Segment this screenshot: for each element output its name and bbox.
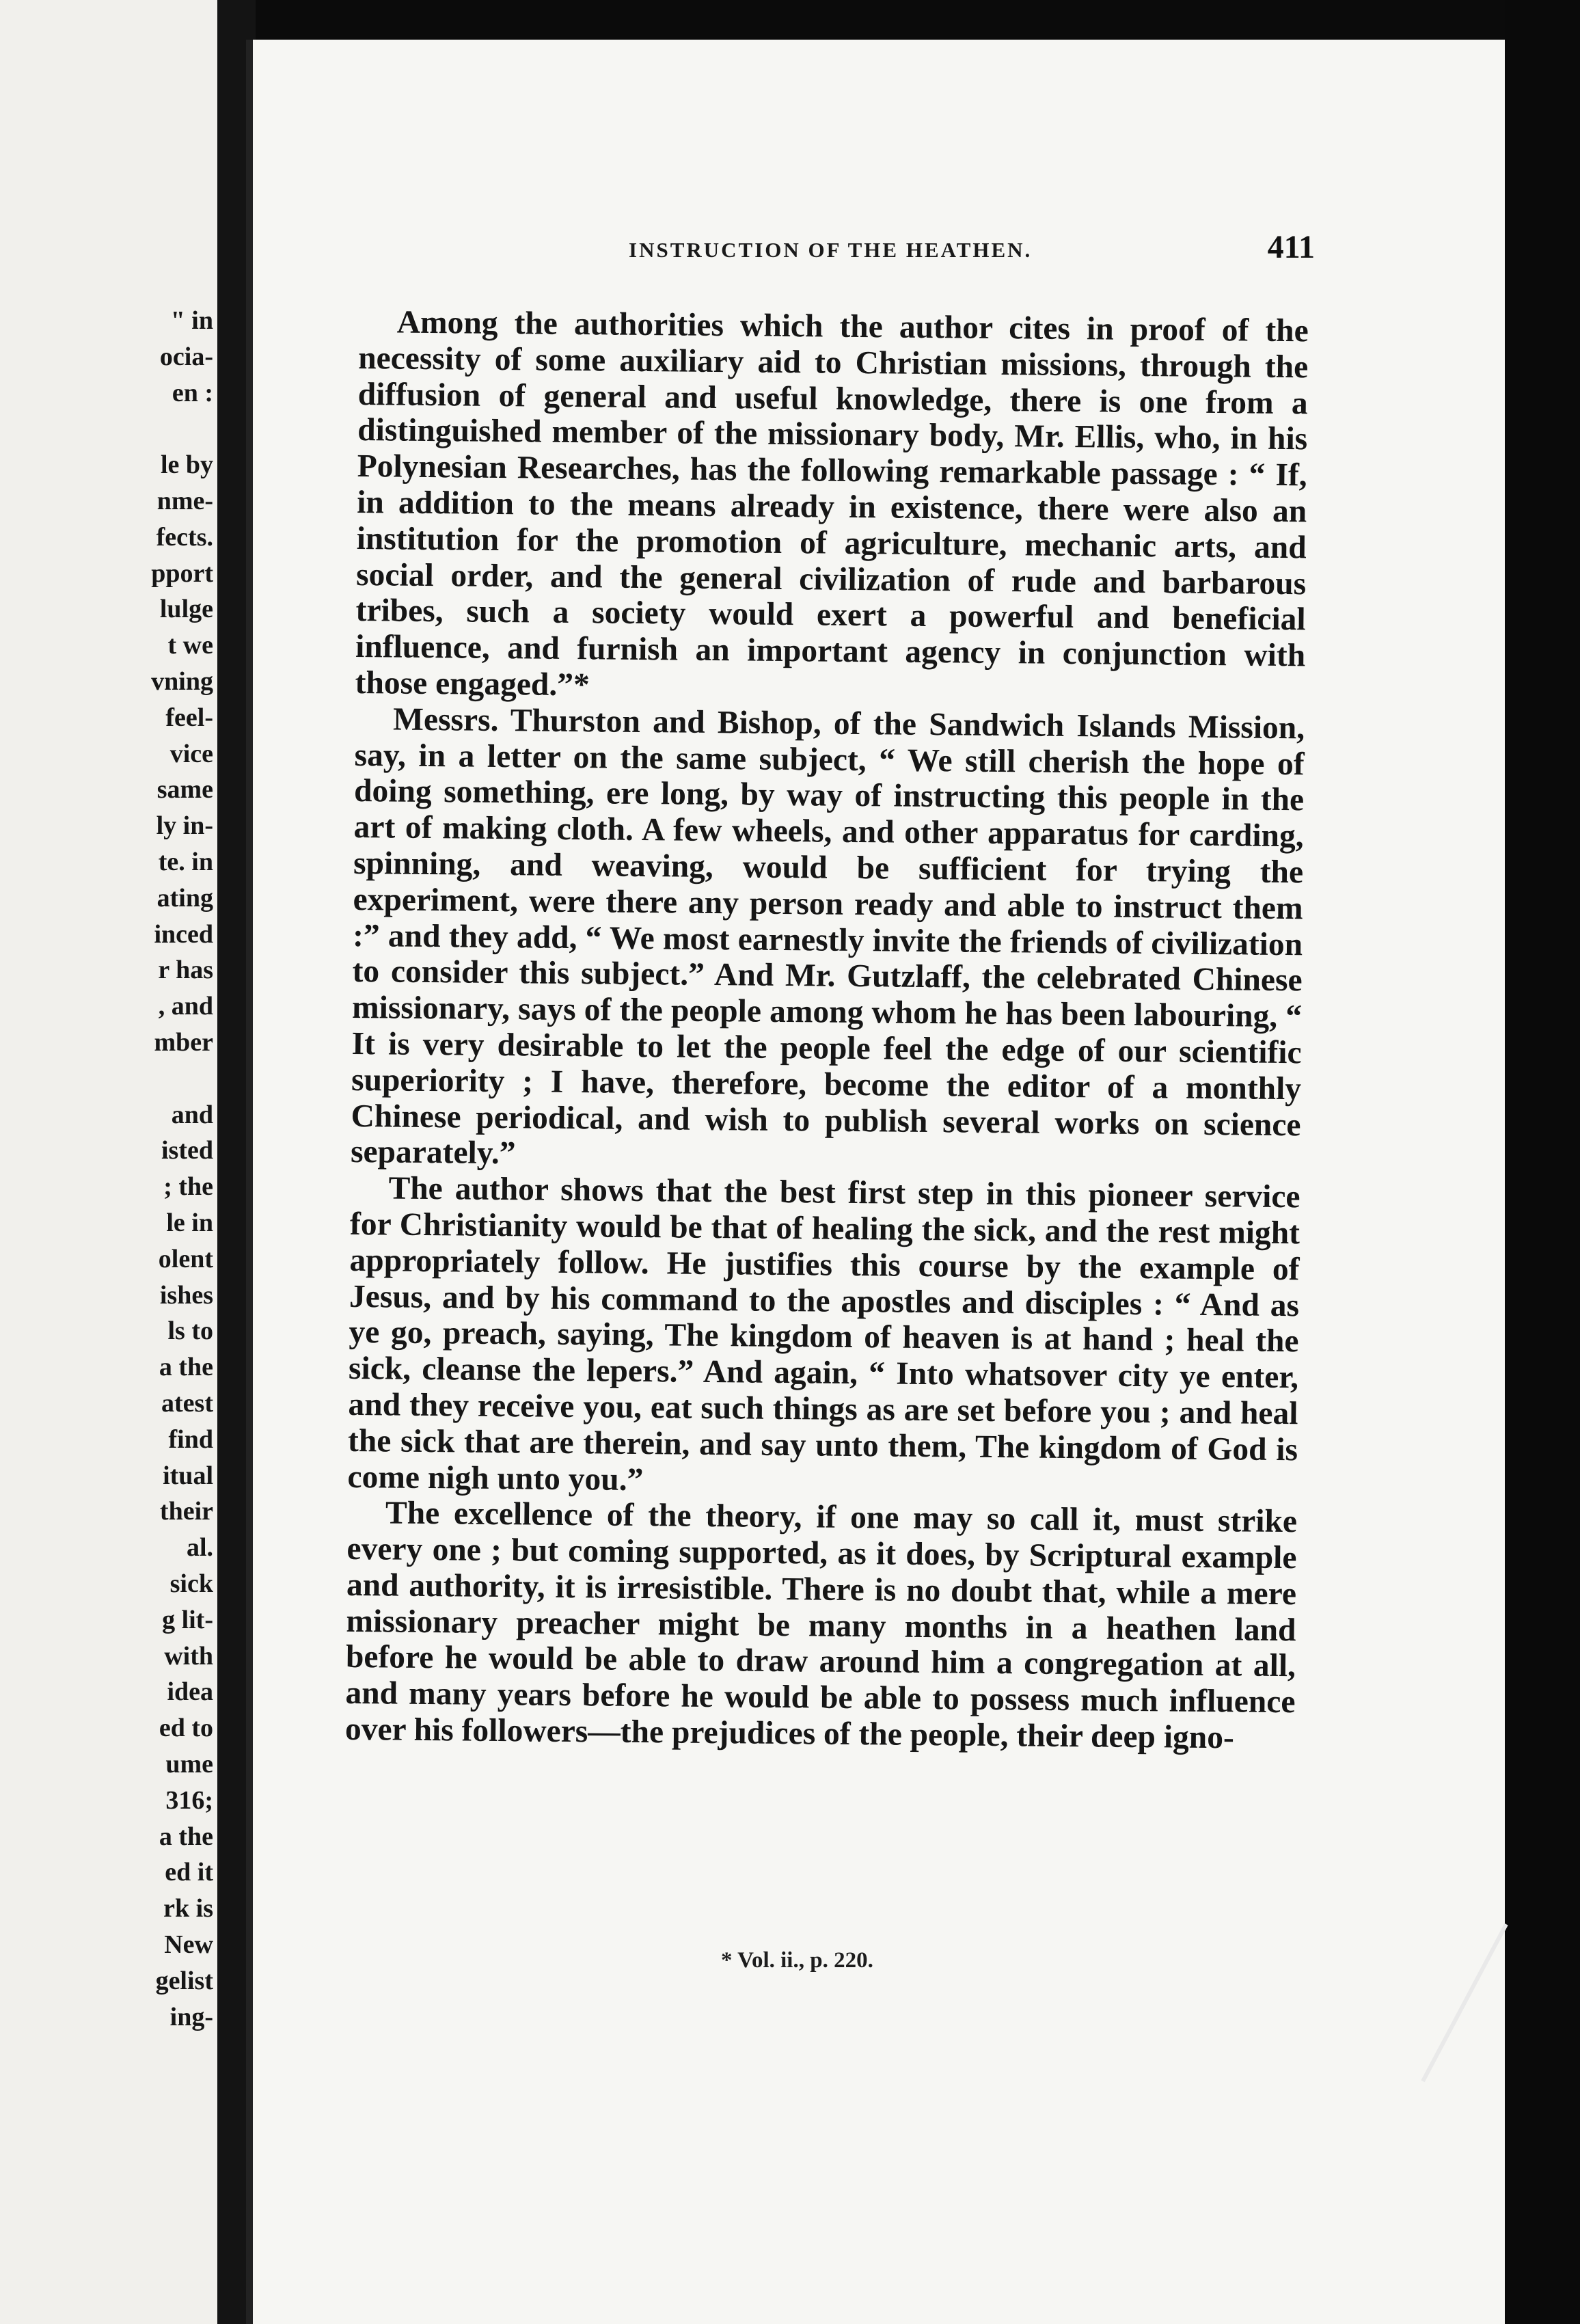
paragraph: The author shows that the best first step in this pioneer service for Christianity would be that of healing the sick, and the rest might appropriately follow. He justifies this course by the example of Jesus, and by his command to the apostles and disciples : “ And as ye go, preach, saying, The kingdom of heaven is at hand ; heal the sick, cleanse the lepers.” And again, “ Into whatsover city ye enter, and they receive you, eat such things as are set before you ; and heal the sick that are therein, and say unto them, The kingdom of God is come nigh unto you.”: [347, 1170, 1300, 1498]
body-text: [345, 304, 1309, 1757]
left-page-fragment: ume: [165, 1750, 213, 1779]
left-page-fragment: same: [156, 775, 213, 805]
left-page-fragment: ocia-: [159, 342, 213, 371]
left-page-fragment: atest: [161, 1389, 213, 1418]
left-page-fragment: itual: [163, 1461, 213, 1490]
left-page-fragment: feel-: [165, 703, 213, 732]
left-page-fragment: fects.: [156, 522, 213, 552]
left-page-fragment: sick: [169, 1569, 213, 1598]
running-head: [383, 224, 1326, 272]
left-page-fragment: a the: [159, 1353, 213, 1382]
left-page-fragment: ed it: [165, 1858, 213, 1887]
left-page-fragment: New: [164, 1930, 213, 1959]
left-page-fragment: 316;: [165, 1785, 213, 1815]
left-page-fragment: gelist: [155, 1966, 213, 1995]
left-page-fragment: ing-: [169, 2002, 213, 2031]
left-page-fragment: nme-: [156, 487, 213, 515]
left-page-fragment: " in: [170, 306, 213, 335]
left-page-fragment: ishes: [159, 1280, 213, 1310]
left-page-fragment: vning: [151, 667, 213, 696]
left-page-fragment: , and: [158, 992, 213, 1021]
page-number: 411: [1267, 229, 1315, 265]
left-page-fragment: te. in: [158, 848, 213, 876]
left-page-fragment: ly in-: [156, 811, 213, 841]
left-page-fragment: inced: [154, 919, 213, 949]
paragraph: The excellence of the theory, if one may so call it, must strike every one ; but coming supported, as it does, by Scriptural example and authority, it is irresistible. There is no doubt that, while a mere missionary preacher might be many months in a heathen land before he would be able to draw around him a congregation at all, and many years before he would be able to possess much influence over his followers—the prejudices of the people, their deep igno-: [344, 1495, 1298, 1756]
left-page-fragment: en :: [172, 378, 213, 407]
left-page-fragment: with: [164, 1641, 213, 1671]
left-page-fragment: pport: [151, 558, 213, 588]
paragraph: Among the authorities which the author cites in proof of the necessity of some auxiliary aid to Christian missions, through the diffusion of general and useful knowledge, there is one from a distinguished member of the missionary body, Mr. Ellis, who, in his Polynesian Researches, has the following remarkable passage : “ If, in addition to the means already in existence, there were also an institution for the promotion of agriculture, mechanic arts, and social order, and the general civilization of rude and barbarous tribes, such a society would exert a powerful and beneficial influence, and furnish an important agency in conjunction with those engaged.”*: [355, 304, 1309, 703]
left-page-fragment: le by: [160, 450, 213, 480]
left-page-fragment: lulge: [159, 595, 213, 624]
left-page-fragment: a the: [159, 1822, 213, 1851]
scan-edge-shadow: [1505, 0, 1580, 2324]
running-title: INSTRUCTION OF THE HEATHEN.: [629, 238, 1033, 262]
left-page-fragment: olent: [158, 1244, 213, 1273]
left-page-fragment: mber: [154, 1028, 213, 1057]
left-page-fragment: t we: [167, 631, 213, 660]
left-page-fragment: their: [159, 1497, 213, 1526]
left-page-fragment: ls to: [167, 1316, 213, 1346]
left-page-fragment: isted: [161, 1136, 213, 1165]
left-page-fragment: rk is: [163, 1894, 213, 1923]
paragraph: Messrs. Thurston and Bishop, of the Sandwich Islands Mission, say, in a letter on the same subject, “ We still cherish the hope of doing something, ere long, by way of instructing this people in the art of making cloth. A few wheels, and other apparatus for carding, spinning, and weaving, would be sufficient for trying the experiment, were there any person ready and able to instruct them :” and they add, “ We most earnestly invite the friends of civilization to consider this subject.” And Mr. Gutzlaff, the celebrated Chinese missionary, says of the people among whom he has been labouring, “ It is very desirable to let the people feel the edge of our scientific superiority ; I have, therefore, become the editor of a monthly Chinese periodical, and wish to publish several works on science separately.”: [350, 701, 1305, 1172]
left-page-fragment: le in: [166, 1208, 213, 1237]
left-page-fragment: and: [171, 1100, 213, 1129]
footnote: * Vol. ii., p. 220.: [721, 1948, 873, 1973]
left-page-fragment: ; the: [163, 1172, 213, 1202]
left-page-fragment: ed to: [159, 1714, 213, 1743]
left-page-text-fragments: [0, 0, 217, 2324]
left-facing-page: [0, 0, 217, 2324]
left-page-fragment: r has: [158, 956, 213, 985]
left-page-fragment: g lit-: [162, 1605, 213, 1634]
left-page-fragment: al.: [186, 1533, 213, 1563]
left-page-fragment: vice: [169, 739, 213, 768]
left-page-fragment: find: [168, 1424, 213, 1454]
left-page-fragment: ating: [156, 883, 213, 913]
left-page-fragment: idea: [167, 1677, 213, 1707]
